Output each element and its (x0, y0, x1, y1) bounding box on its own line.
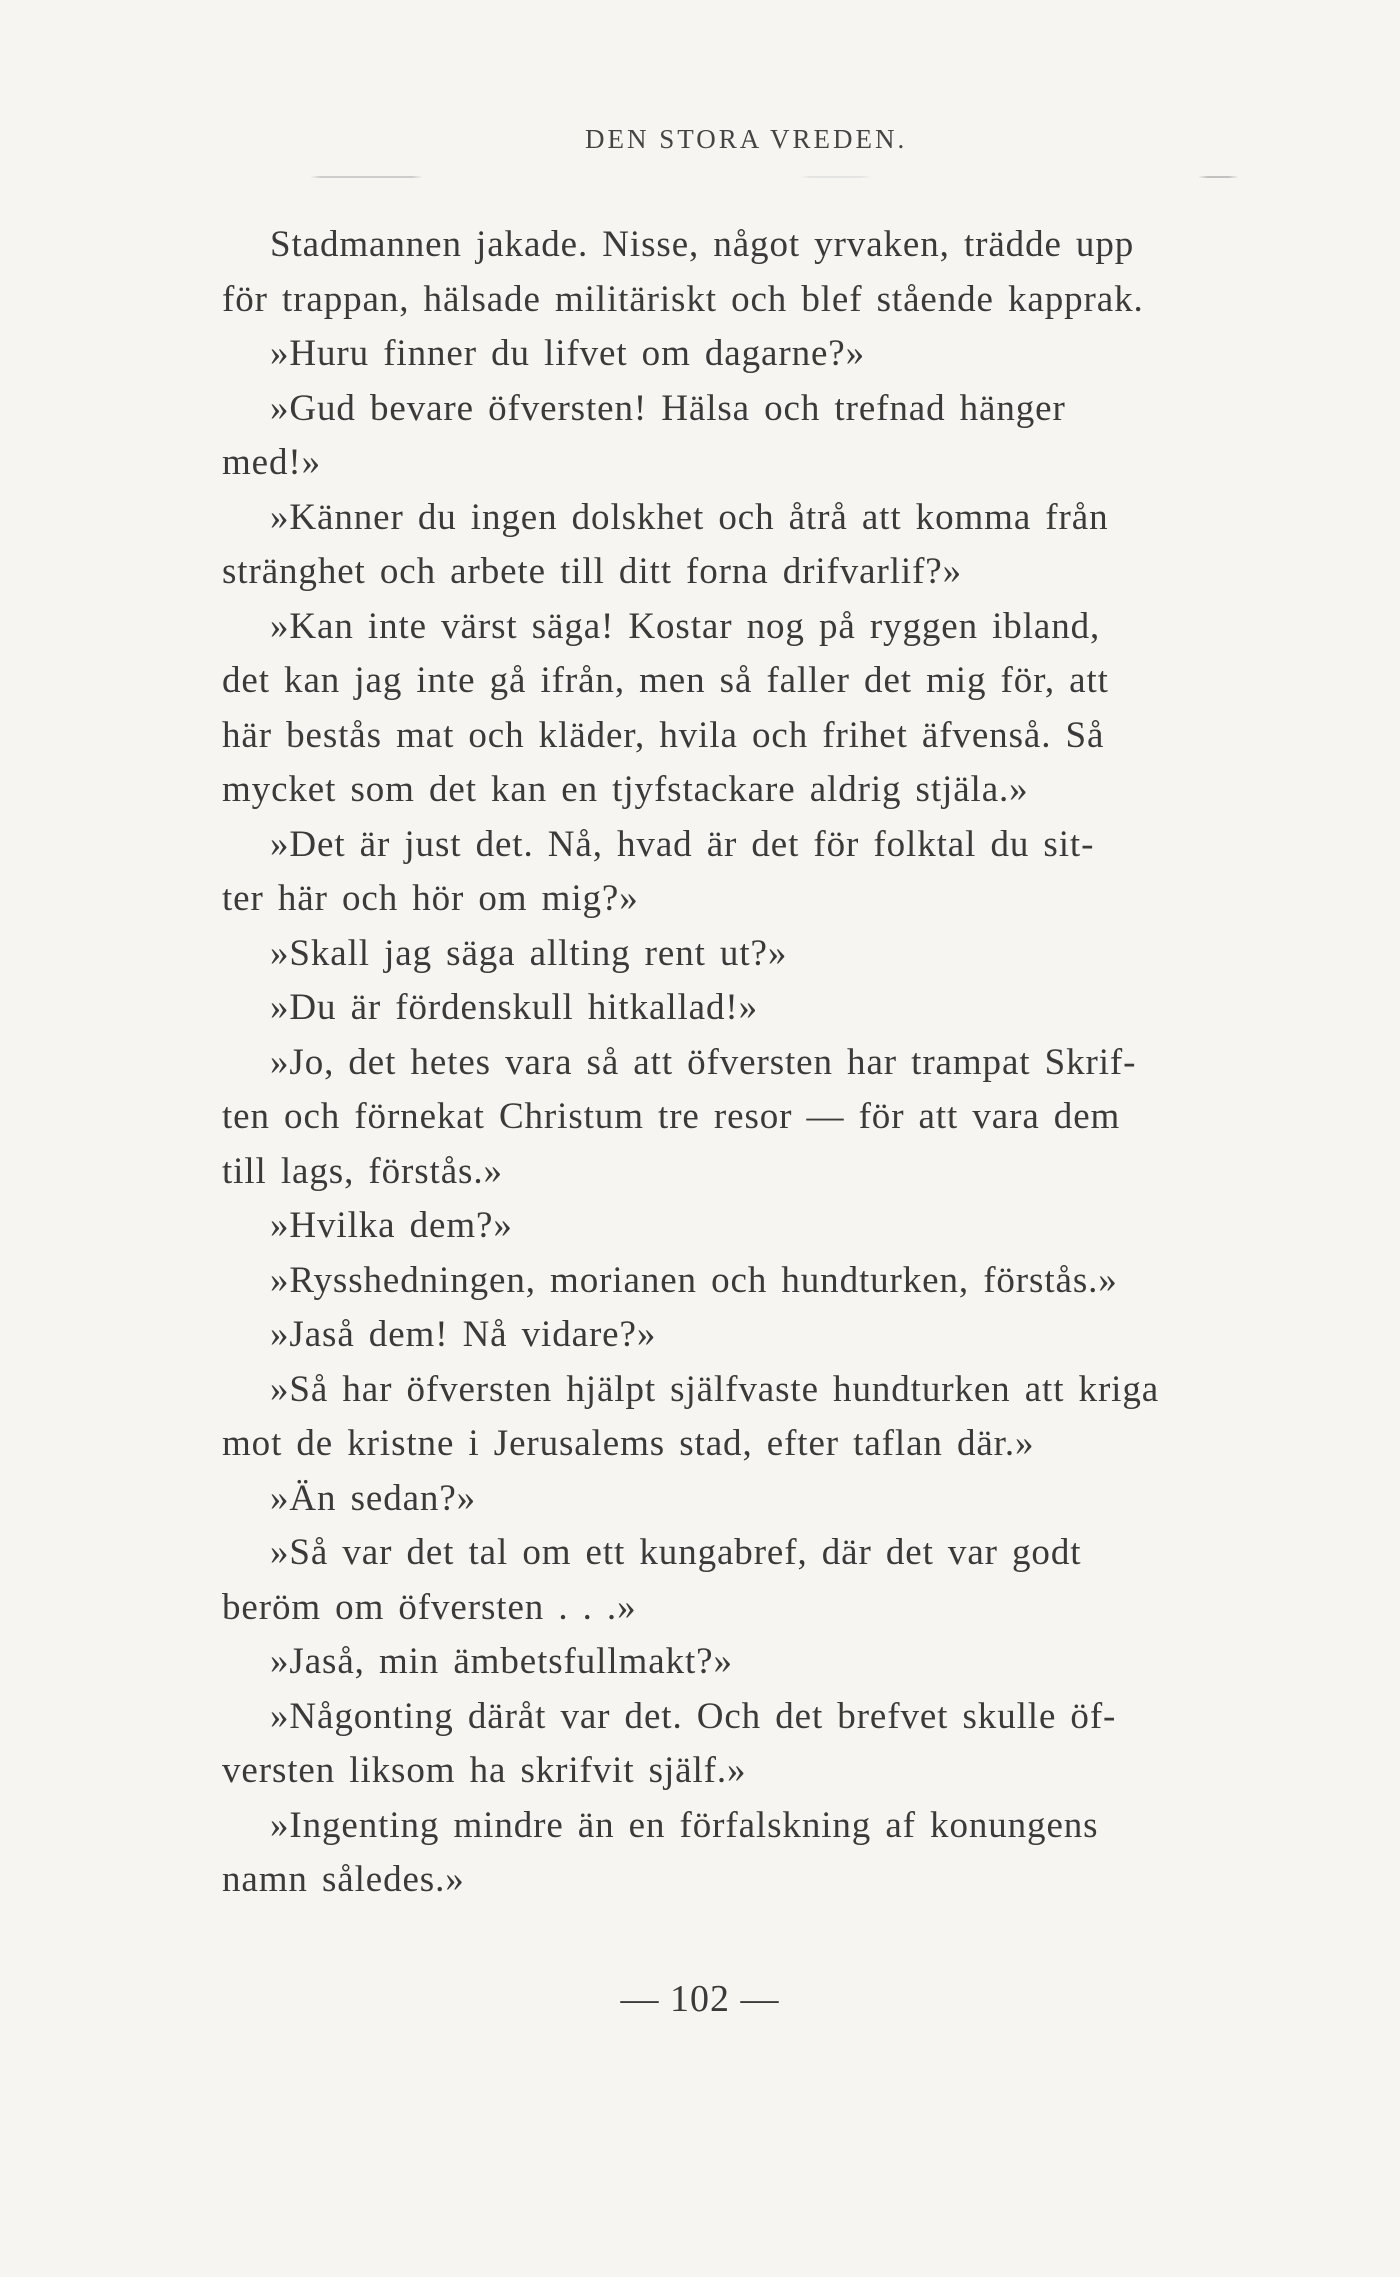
text-line: »Så var det tal om ett kungabref, där det var godt (270, 1532, 1082, 1573)
running-head: DEN STORA VREDEN. (585, 124, 908, 154)
text-line: »Ingenting mindre än en förfalskning af konungens (270, 1804, 1099, 1846)
body-text (222, 218, 1307, 1908)
text-line: »Känner du ingen dolskhet och åtrå att komma från (270, 496, 1109, 538)
text-line: namn således.» (222, 1859, 465, 1900)
text-line: »Så har öfversten hjälpt själfvaste hundturken att kriga (270, 1368, 1160, 1410)
text-line: beröm om öfversten . . .» (222, 1586, 637, 1628)
text-line: det kan jag inte gå ifrån, men så faller det mig för, att (222, 660, 1109, 701)
text-line: till lags, förstås.» (222, 1150, 503, 1192)
text-line: »Gud bevare öfversten! Hälsa och trefnad hänger (270, 387, 1066, 429)
text-line: »Rysshedningen, morianen och hundturken, förstås.» (270, 1259, 1118, 1301)
text-line: »Du är fördenskull hitkallad!» (270, 987, 759, 1028)
text-line: »Än sedan?» (270, 1477, 477, 1519)
text-line: »Kan inte värst säga! Kostar nog på ryggen ibland, (270, 605, 1101, 647)
text-line: här bestås mat och kläder, hvila och frihet äfvenså. Så (222, 714, 1105, 756)
text-line: med!» (222, 442, 322, 483)
paragraph (222, 218, 1307, 1908)
text-line: för trappan, hälsade militäriskt och blef stående kapprak. (222, 278, 1144, 320)
text-line: versten liksom ha skrifvit själf.» (222, 1750, 747, 1791)
text-line: mycket som det kan en tjyfstackare aldrig stjäla.» (222, 769, 1029, 810)
text-line: »Huru finner du lifvet om dagarne?» (270, 333, 866, 374)
text-line: stränghet och arbete till ditt forna drifvarlif?» (222, 551, 963, 592)
text-line: ter här och hör om mig?» (222, 878, 639, 919)
header-rule (290, 176, 1310, 178)
text-line: »Skall jag säga allting rent ut?» (270, 932, 788, 974)
page-number: — 102 — (620, 1978, 780, 2020)
text-line: »Någonting däråt var det. Och det brefvet skulle öf- (270, 1695, 1117, 1737)
text-line: »Jo, det hetes vara så att öfversten har trampat Skrif- (270, 1041, 1137, 1083)
text-line: »Jaså dem! Nå vidare?» (270, 1314, 657, 1355)
text-line: mot de kristne i Jerusalems stad, efter taflan där.» (222, 1423, 1035, 1464)
text-line: »Hvilka dem?» (270, 1205, 513, 1246)
text-line: »Jaså, min ämbetsfullmakt?» (270, 1641, 733, 1682)
text-line: Stadmannen jakade. Nisse, något yrvaken, trädde upp (270, 224, 1135, 265)
text-line: »Det är just det. Nå, hvad är det för folktal du sit- (270, 823, 1095, 865)
text-line: ten och förnekat Christum tre resor — för att vara dem (222, 1096, 1121, 1137)
